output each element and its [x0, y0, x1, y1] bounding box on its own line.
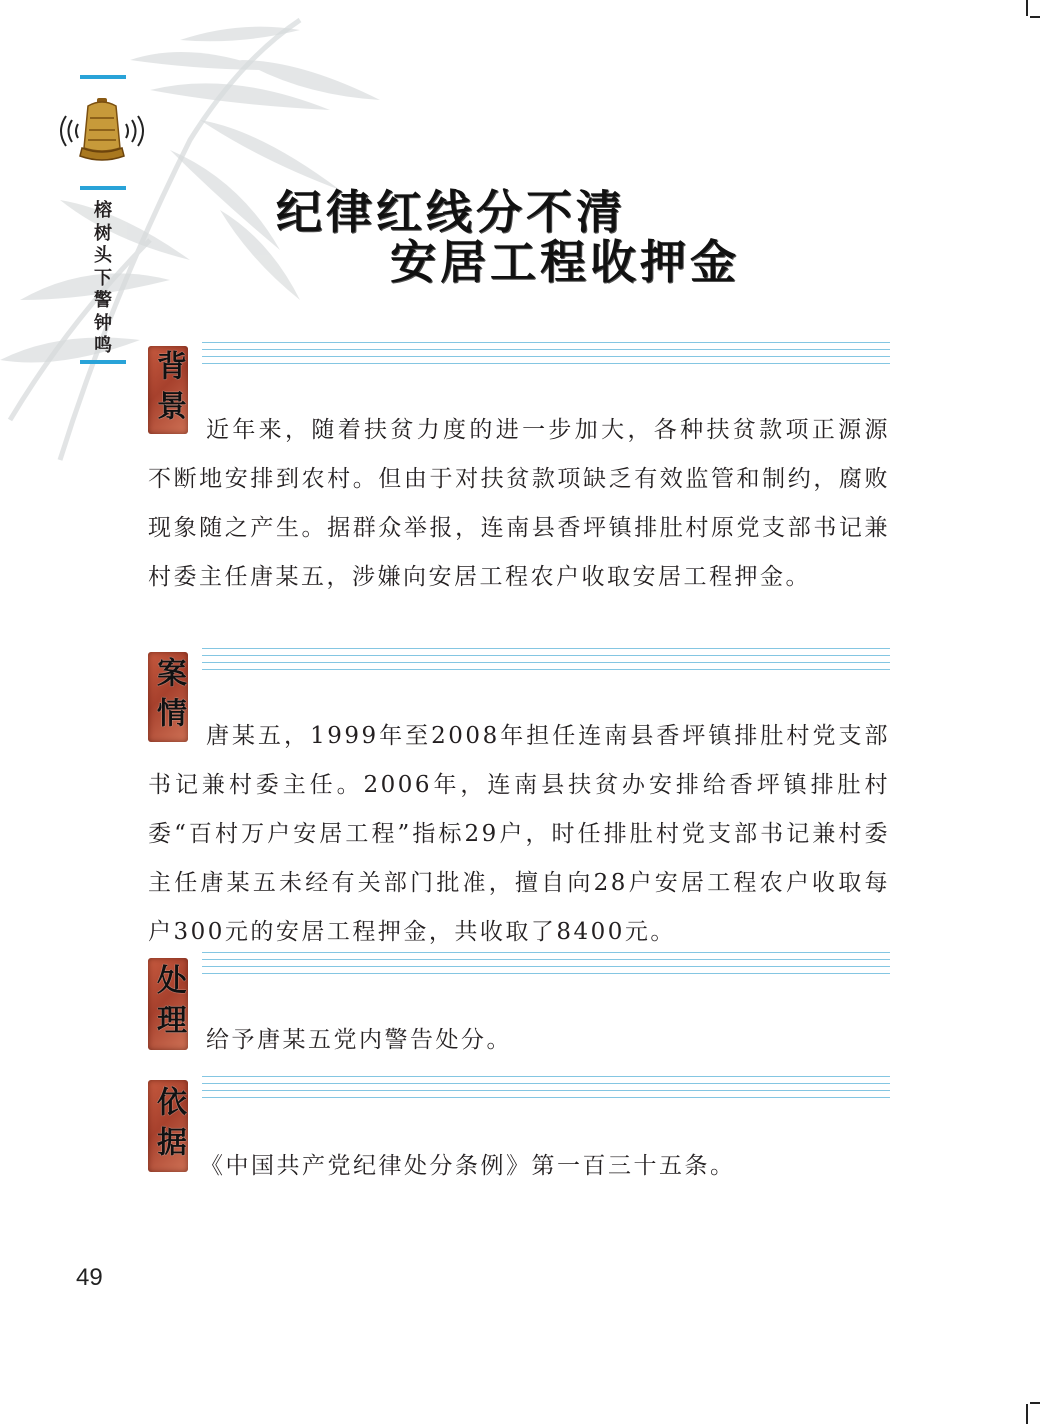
seal-char: 案情 — [151, 657, 186, 737]
series-title-char: 头 — [94, 245, 112, 266]
crop-mark-top — [1026, 0, 1028, 16]
section-rules — [202, 648, 890, 676]
sidebar-middle-rule — [80, 186, 126, 190]
paragraph-text: 唐某五，1999年至2008年担任连南县香坪镇排肚村党支部书记兼村委主任。2006年，连南县扶贫办安排给香坪镇排肚村委“百村万户安居工程”指标29户，时任排肚村党支部书记兼村委主任唐某五未经有关部门批准，擅自向28户安居工程农户收取每户300元的安居工程押金，共收取了8400元。 — [148, 723, 890, 945]
series-title-char: 下 — [94, 267, 112, 289]
page-title-line-1: 纪律红线分不清 — [276, 185, 626, 239]
seal-char: 依据 — [151, 1086, 186, 1166]
section-text-handling — [148, 1016, 890, 1065]
sidebar-bottom-rule — [80, 360, 126, 364]
series-title-char: 鸣 — [94, 335, 112, 356]
section-rules — [202, 342, 890, 370]
bell-icon — [52, 96, 152, 166]
crop-mark-bottom-right — [1030, 1402, 1040, 1404]
section-rules — [202, 1076, 890, 1104]
crop-mark-bottom — [1026, 1404, 1028, 1424]
section-text-background — [148, 406, 890, 602]
section-text-basis — [148, 1142, 890, 1191]
series-title-char: 警 — [94, 290, 112, 311]
series-title — [90, 200, 116, 358]
page-number: 49 — [76, 1264, 103, 1291]
series-title-char: 树 — [94, 222, 112, 244]
paragraph-text: 近年来，随着扶贫力度的进一步加大，各种扶贫款项正源源不断地安排到农村。但由于对扶贫款项缺乏有效监管和制约，腐败现象随之产生。据群众举报，连南县香坪镇排肚村原党支部书记兼村委主任唐某五，涉嫌向安居工程农户收取安居工程押金。 — [148, 417, 890, 590]
series-title-char: 榕 — [94, 200, 112, 221]
paragraph-text: 《中国共产党纪律处分条例》第一百三十五条。 — [200, 1153, 736, 1179]
series-title-char: 钟 — [94, 312, 112, 334]
crop-mark-right — [1030, 16, 1040, 18]
seal-char: 处理 — [151, 964, 186, 1044]
section-rules — [202, 952, 890, 980]
sidebar-top-rule — [80, 75, 126, 79]
seal-char: 背景 — [151, 350, 186, 430]
section-text-case — [148, 712, 890, 957]
page-title-line-2: 安居工程收押金 — [390, 235, 740, 289]
paragraph-text: 给予唐某五党内警告处分。 — [206, 1027, 512, 1053]
